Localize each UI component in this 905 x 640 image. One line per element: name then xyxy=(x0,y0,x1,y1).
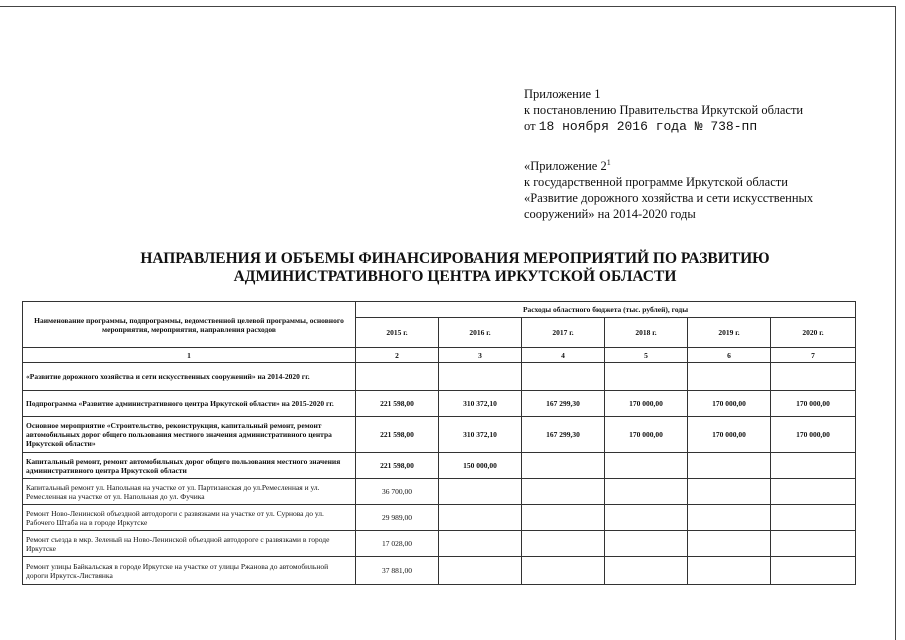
amount-cell xyxy=(605,531,688,557)
page-edge-top xyxy=(0,6,895,7)
amount-cell xyxy=(688,363,771,391)
amount-cell: 170 000,00 xyxy=(605,391,688,417)
table-row xyxy=(23,453,856,479)
amount-cell: 170 000,00 xyxy=(688,417,771,453)
amount-cell xyxy=(439,531,522,557)
amount-cell xyxy=(439,505,522,531)
appendix2-program: к государственной программе Иркутской области xyxy=(524,175,788,189)
amount-cell xyxy=(522,531,605,557)
table-row xyxy=(23,557,856,585)
year-header: 2016 г. xyxy=(439,318,522,348)
amount-cell: 221 598,00 xyxy=(356,453,439,479)
appendix-block xyxy=(524,86,803,135)
column-number: 3 xyxy=(439,348,522,363)
column-number: 4 xyxy=(522,348,605,363)
amount-cell: 167 299,30 xyxy=(522,391,605,417)
financing-table xyxy=(22,301,856,585)
amount-cell xyxy=(439,557,522,585)
amount-cell: 170 000,00 xyxy=(771,417,856,453)
column-number: 1 xyxy=(23,348,356,363)
amount-cell xyxy=(439,479,522,505)
amount-cell xyxy=(688,505,771,531)
year-header: 2017 г. xyxy=(522,318,605,348)
table-row xyxy=(23,417,856,453)
amount-cell xyxy=(771,453,856,479)
amount-cell xyxy=(605,479,688,505)
amount-cell: 221 598,00 xyxy=(356,391,439,417)
year-header: 2020 г. xyxy=(771,318,856,348)
amount-cell xyxy=(522,557,605,585)
appendix2-program-name: «Развитие дорожного хозяйства и сети искусственных xyxy=(524,191,814,205)
amount-cell xyxy=(688,557,771,585)
table-row xyxy=(23,363,856,391)
amount-cell xyxy=(771,363,856,391)
amount-cell: 17 028,00 xyxy=(356,531,439,557)
table-row xyxy=(23,505,856,531)
row-name: Ремонт Ново-Ленинской объездной автодороги с развязками на участке от ул. Сурнова до ул. Рабочего Штаба на в городе Иркутске xyxy=(23,505,356,531)
row-name: Подпрограмма «Развитие административного центра Иркутской области» на 2015-2020 гг. xyxy=(23,391,356,417)
row-name: Ремонт улицы Байкальская в городе Иркутске на участке от улицы Ржанова до автомобильной дороги Иркутск-Листвянка xyxy=(23,557,356,585)
amount-cell xyxy=(605,557,688,585)
amount-cell: 221 598,00 xyxy=(356,417,439,453)
row-name: Капитальный ремонт, ремонт автомобильных дорог общего пользования местного значения административного центра Иркутской области xyxy=(23,453,356,479)
appendix2-program-years: сооружений» на 2014-2020 годы xyxy=(524,207,696,221)
amount-cell: 150 000,00 xyxy=(439,453,522,479)
appendix-title: Приложение 1 xyxy=(524,87,601,101)
row-name: Основное мероприятие «Строительство, реконструкция, капитальный ремонт, ремонт автомобильных дорог общего пользования местного значения административного центра Иркутской области» xyxy=(23,417,356,453)
year-header: 2015 г. xyxy=(356,318,439,348)
appendix-date: 18 ноября 2016 года № 738-пп xyxy=(538,119,758,134)
appendix2-block xyxy=(524,158,844,222)
column-number: 5 xyxy=(605,348,688,363)
row-name: Ремонт съезда в мкр. Зеленый на Ново-Ленинской объездной автодороге с развязками в городе Иркутске xyxy=(23,531,356,557)
amount-cell xyxy=(439,363,522,391)
table-row xyxy=(23,479,856,505)
amount-cell: 170 000,00 xyxy=(771,391,856,417)
row-name: Капитальный ремонт ул. Напольная на участке от ул. Партизанская до ул.Ремесленная и ул. Ремесленная на участке от ул. Напольная до ул. Фучика xyxy=(23,479,356,505)
amount-cell xyxy=(771,557,856,585)
amount-cell xyxy=(356,363,439,391)
amount-cell: 170 000,00 xyxy=(688,391,771,417)
appendix2-head: «Приложение 2 xyxy=(524,159,607,173)
amount-cell: 36 700,00 xyxy=(356,479,439,505)
amount-cell xyxy=(771,505,856,531)
amount-cell: 310 372,10 xyxy=(439,417,522,453)
page-edge-right xyxy=(895,6,896,640)
amount-cell xyxy=(605,363,688,391)
amount-cell xyxy=(522,479,605,505)
amount-cell: 170 000,00 xyxy=(605,417,688,453)
appendix2-superscript: 1 xyxy=(606,158,611,167)
amount-cell: 167 299,30 xyxy=(522,417,605,453)
amount-cell xyxy=(522,505,605,531)
title-line-2: АДМИНИСТРАТИВНОГО ЦЕНТРА ИРКУТСКОЙ ОБЛАСТИ xyxy=(233,268,677,285)
amount-cell: 29 989,00 xyxy=(356,505,439,531)
year-header: 2018 г. xyxy=(605,318,688,348)
name-column-header: Наименование программы, подпрограммы, ведомственной целевой программы, основного мероприятия, мероприятия, направления расходов xyxy=(23,302,356,348)
column-number: 2 xyxy=(356,348,439,363)
row-name: «Развитие дорожного хозяйства и сети искусственных сооружений» на 2014-2020 гг. xyxy=(23,363,356,391)
year-header: 2019 г. xyxy=(688,318,771,348)
amount-cell xyxy=(605,505,688,531)
column-number: 7 xyxy=(771,348,856,363)
budget-column-header: Расходы областного бюджета (тыс. рублей), годы xyxy=(356,302,856,318)
column-number: 6 xyxy=(688,348,771,363)
table-row xyxy=(23,531,856,557)
document-title xyxy=(60,250,850,286)
appendix-decree: к постановлению Правительства Иркутской области xyxy=(524,103,804,117)
amount-cell xyxy=(522,453,605,479)
amount-cell: 37 881,00 xyxy=(356,557,439,585)
amount-cell xyxy=(771,479,856,505)
table-body xyxy=(23,363,856,585)
amount-cell xyxy=(688,531,771,557)
amount-cell xyxy=(605,453,688,479)
appendix-date-prefix: от xyxy=(524,119,536,133)
amount-cell xyxy=(688,479,771,505)
amount-cell xyxy=(688,453,771,479)
amount-cell xyxy=(522,363,605,391)
amount-cell xyxy=(771,531,856,557)
table-row xyxy=(23,391,856,417)
appendix2-title xyxy=(524,158,844,174)
title-line-1: НАПРАВЛЕНИЯ И ОБЪЕМЫ ФИНАНСИРОВАНИЯ МЕРОПРИЯТИЙ ПО РАЗВИТИЮ xyxy=(140,250,770,267)
appendix-date-line xyxy=(524,118,803,135)
amount-cell: 310 372,10 xyxy=(439,391,522,417)
